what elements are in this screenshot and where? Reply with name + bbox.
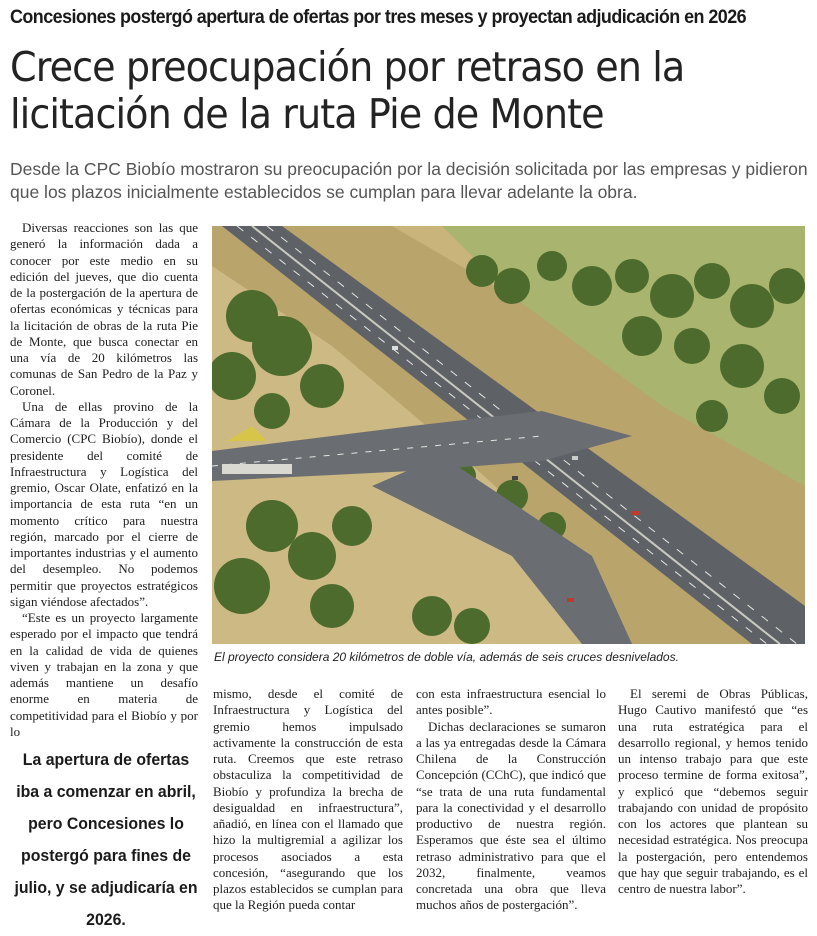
pull-quote: La apertura de ofertas iba a comenzar en abril, pero Concesiones lo postergó para fines de julio, y se adjudicaría en 2026. xyxy=(14,751,198,929)
paragraph: Diversas reacciones son las que generó la información dada a conocer por este medio en su edición del jueves, que dio cuenta de la postergación de la apertura de ofertas económicas y técnicas para la licitación de obras de la ruta Pie de Monte, que busca conectar en una vía de 20 kilómetros las comunas de San Pedro de la Paz y Coronel. xyxy=(10,220,198,398)
article-deck: Desde la CPC Biobío mostraron su preocupación por la decisión solicitada por las empresas y pidieron que los plazos inicialmente establecidos se cumplan para llevar adelante la obra. xyxy=(10,159,808,202)
body-column-1 xyxy=(10,220,198,740)
paragraph: “Este es un proyecto largamente esperado por el impacto que tendrá en la calidad de vida de quienes viven y trabajan en la zona y que además mantiene un desafío enorme en materia de competitividad para el Biobío y por lo xyxy=(10,610,198,739)
highway-aerial-photo xyxy=(212,226,805,644)
article-kicker: Concesiones postergó apertura de ofertas por tres meses y proyectan adjudicación en 2026 xyxy=(10,6,747,28)
body-column-2 xyxy=(213,686,403,914)
paragraph: con esta infraestructura esencial lo antes posible”. xyxy=(416,686,606,718)
highway-photo-illustration xyxy=(212,226,805,644)
paragraph: El seremi de Obras Públicas, Hugo Cautivo manifestó que “es una ruta estratégica para el desarrollo regional, y hemos tenido un intenso trabajo para que este proceso termine de forma exitosa”, y explicó que “debemos seguir trabajando con unidad de propósito con los actores que plantean su necesidad estratégica. Nos preocupa la postergación, pero entendemos que hay que seguir trabajando, es el centro de nuestra labor”. xyxy=(618,686,808,896)
body-column-3 xyxy=(416,686,606,914)
paragraph: mismo, desde el comité de Infraestructura y Logística del gremio hemos impulsado activamente la construcción de esta ruta. Creemos que este retraso obstaculiza la competitividad de Biobío y profundiza la brecha de desigualdad en infraestructura”, añadió, en línea con el llamado que hizo la multigremial a agilizar los procesos asociados a esta concesión, “asegurando que los plazos establecidos se cumplan para que la Región pueda contar xyxy=(213,686,403,913)
paragraph: Dichas declaraciones se sumaron a las ya entregadas desde la Cámara Chilena de la Construcción Concepción (CChC), que indicó que “se trata de una ruta fundamental para la conectividad y el desarrollo productivo de nuestra región. Esperamos que éste sea el último retraso administrativo para que el 2032, finalmente, veamos concretada una obra que lleva muchos años de postergación”. xyxy=(416,718,606,913)
article-headline: Crece preocupación por retraso en la licitación de la ruta Pie de Monte xyxy=(10,43,685,138)
body-column-4 xyxy=(618,686,808,897)
photo-caption: El proyecto considera 20 kilómetros de doble vía, además de seis cruces desnivelados. xyxy=(214,650,679,664)
paragraph: Una de ellas provino de la Cámara de la Producción y del Comercio (CPC Biobío), donde el presidente del comité de Infraestructura y Logística del gremio, Oscar Olate, enfatizó en la importancia de esta ruta “en un momento crítico para nuestra región, marcado por el cierre de importantes industrias y el aumento del desempleo. No podemos permitir que proyectos estratégicos sigan viéndose afectados”. xyxy=(10,398,198,609)
